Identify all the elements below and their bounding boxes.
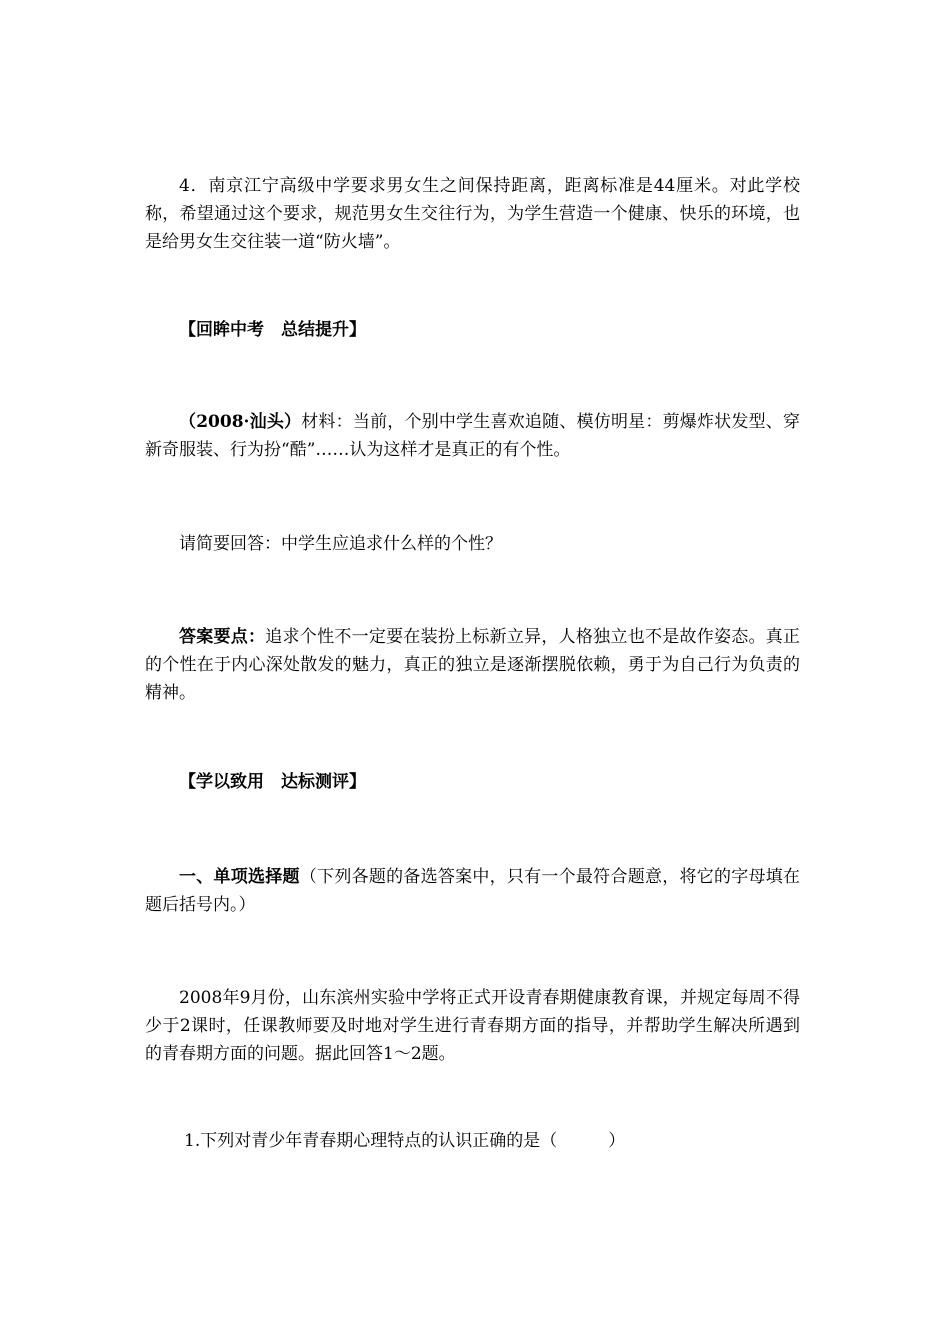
answer-paragraph [145,623,800,707]
exam-material: 材料：当前，个别中学生喜欢追随、模仿明星：剪爆炸状发型、穿新奇服装、行为扮“酷”……认为这样才是真正的有个性。 [145,412,801,460]
answer-label: 答案要点： [179,627,266,647]
choice-section-instruction: （下列各题的备选答案中，只有一个最符合题意，将它的字母填在题后括号内。） [145,867,801,915]
exam-material-paragraph [145,408,800,464]
answer-text: 追求个性不一定要在装扮上标新立异，人格独立也不是故作姿态。真正的个性在于内心深处散发的魅力，真正的独立是逐渐摆脱依赖，勇于为自己行为负责的精神。 [145,627,801,703]
question-1: 1.下列对青少年青春期心理特点的认识正确的是（ ） [184,1131,626,1151]
choice-section-intro [145,863,800,919]
exam-source: （2008·汕头） [179,412,302,432]
choice-section-label: 一、单项选择题 [179,867,300,887]
passage-paragraph: 2008年9月份，山东滨州实验中学将正式开设青春期健康教育课，并规定每周不得少于2课时，任课教师要及时地对学生进行青春期方面的指导，并帮助学生解决所遇到的青春期方面的问题。据此回答1～2题。 [145,988,800,1064]
item-4-paragraph: 4．南京江宁高级中学要求男女生之间保持距离，距离标准是44厘米。对此学校称，希望通过这个要求，规范男女生交往行为，为学生营造一个健康、快乐的环境，也是给男女生交往装一道“防火墙”。 [145,176,800,252]
section-heading-apply: 【学以致用 达标测评】 [179,772,366,792]
exam-prompt: 请简要回答：中学生应追求什么样的个性？ [179,534,502,554]
section-heading-review: 【回眸中考 总结提升】 [179,320,366,340]
